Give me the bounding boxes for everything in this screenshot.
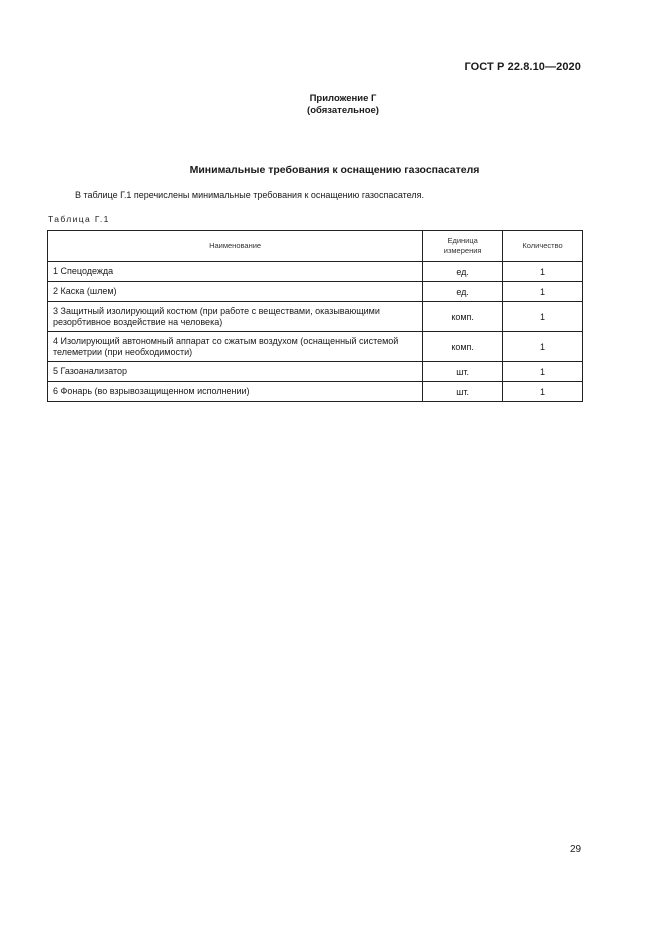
requirements-table: [47, 230, 583, 402]
table-row: [48, 382, 583, 402]
cell-qty: 1: [503, 302, 583, 332]
table-row: [48, 302, 583, 332]
intro-paragraph: В таблице Г.1 перечислены минимальные требования к оснащению газоспасателя.: [75, 190, 424, 200]
cell-name: 4 Изолирующий автономный аппарат со сжатым воздухом (оснащенный системой телеметрии (при необходимости): [48, 332, 423, 362]
table-row: [48, 332, 583, 362]
cell-unit: ед.: [423, 262, 503, 282]
cell-unit: шт.: [423, 362, 503, 382]
appendix-title: Приложение Г: [309, 93, 377, 104]
table-row: [48, 282, 583, 302]
table-row: [48, 362, 583, 382]
cell-name: 5 Газоанализатор: [48, 362, 423, 382]
cell-name: 6 Фонарь (во взрывозащищенном исполнении): [48, 382, 423, 402]
cell-qty: 1: [503, 382, 583, 402]
cell-qty: 1: [503, 362, 583, 382]
table-header-row: [48, 231, 583, 262]
cell-unit: комп.: [423, 332, 503, 362]
cell-qty: 1: [503, 262, 583, 282]
page-number: 29: [570, 844, 582, 855]
section-title: [0, 164, 661, 176]
appendix-heading: [0, 93, 661, 117]
header-qty: Количество: [503, 231, 583, 262]
cell-name: 3 Защитный изолирующий костюм (при работе с веществами, оказывающими резорбтивное воздействие на человека): [48, 302, 423, 332]
header-name: Наименование: [48, 231, 423, 262]
table-caption: Таблица Г.1: [48, 214, 110, 224]
cell-name: 1 Спецодежда: [48, 262, 423, 282]
header-unit: Единица измерения: [423, 231, 503, 262]
cell-qty: 1: [503, 332, 583, 362]
appendix-status: (обязательное): [307, 105, 379, 116]
cell-qty: 1: [503, 282, 583, 302]
cell-unit: шт.: [423, 382, 503, 402]
cell-unit: комп.: [423, 302, 503, 332]
cell-unit: ед.: [423, 282, 503, 302]
table-row: [48, 262, 583, 282]
cell-name: 2 Каска (шлем): [48, 282, 423, 302]
standard-code: ГОСТ Р 22.8.10—2020: [464, 61, 581, 73]
section-title-text: Минимальные требования к оснащению газоспасателя: [189, 164, 480, 176]
